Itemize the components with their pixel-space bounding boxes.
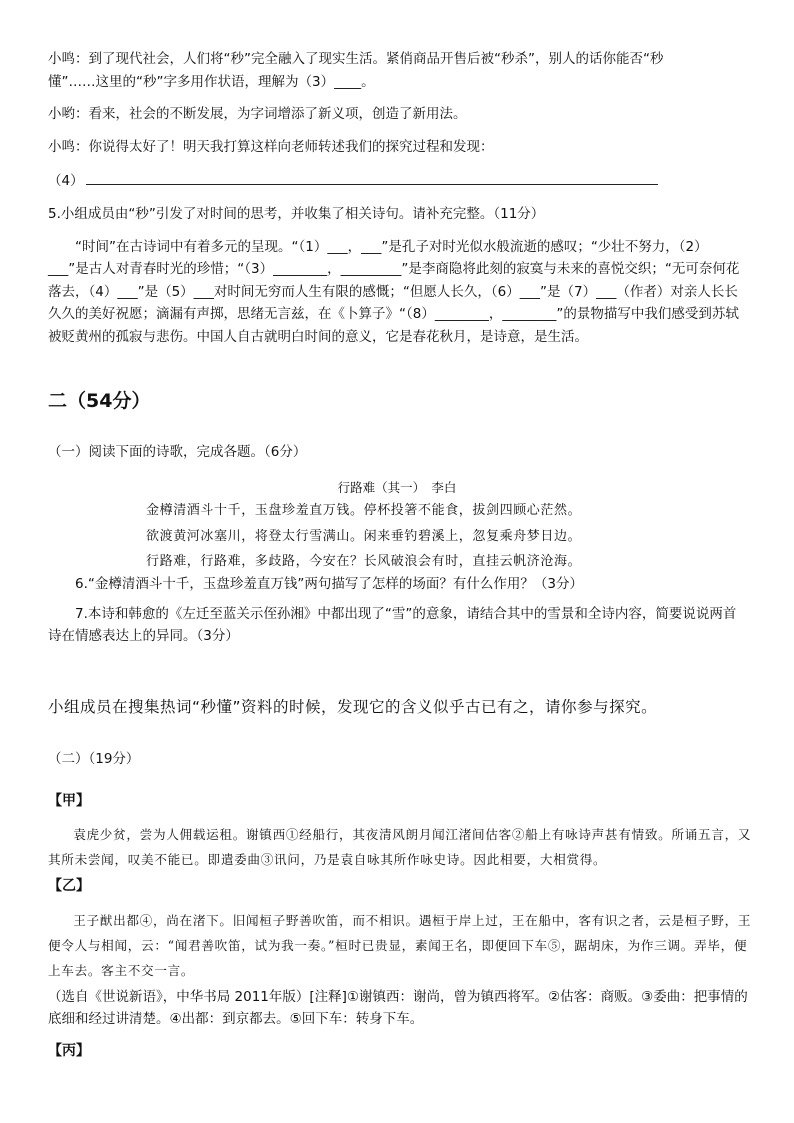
- source-and-notes: （选自《世说新语》，中华书局 2011年版）[注释]①谢镇西：谢尚，曾为镇西将军。②估客：商贩。③委曲：把事情的底细和经过讲清楚。④出都：到京都去。⑤回下车：转身下车。: [48, 989, 748, 1028]
- question-5-title: 5.小组成员由“秒”引发了对时间的思考，并收集了相关诗句。请补充完整。（11分）: [48, 206, 545, 222]
- text-yi-body: 王子猷出都④，尚在渚下。旧闻桓子野善吹笛，而不相识。遇桓于岸上过，王在船中，客有识之者，云是桓子野，王便令人与相闻，云：“闻君善吹笛，试为我一奏。”桓时已贵显，素闻王名，即便回下车⑤，踞胡床，为作三调。弄毕，便上车去。客主不交一言。: [48, 913, 752, 978]
- blank-label-4: （4）: [48, 173, 84, 189]
- text-yi-label: 【乙】: [48, 878, 90, 894]
- poem-line-1: 金樽清酒斗十千，玉盘珍羞直万钱。停杯投箸不能食，拔剑四顾心茫然。: [146, 503, 582, 518]
- poem-title: 行路难（其一） 李白: [337, 480, 457, 495]
- dialogue-line-3: 小鸣：你说得太好了！明天我打算这样向老师转述我们的探究过程和发现：: [48, 139, 494, 155]
- text-jia-body: 袁虎少贫，尝为人佣载运租。谢镇西①经船行，其夜清风朗月闻江渚间估客②船上有咏诗声甚有情致。所诵五言，又其所未尝闻，叹美不能已。即遣委曲③讯问，乃是袁自咏其所作咏史诗。因此相要，大相赏得。: [48, 827, 752, 867]
- answer-blank-line[interactable]: [86, 170, 658, 185]
- poem-line-2: 欲渡黄河冰塞川，将登太行雪满山。闲来垂钓碧溪上，忽复乘舟梦日边。: [146, 529, 582, 544]
- dialogue-line-4: [48, 170, 658, 192]
- poem-line-3: 行路难，行路难，多歧路，今安在？长风破浪会有时，直挂云帆济沧海。: [146, 554, 582, 569]
- dialogue-line-1a: 小鸣：到了现代社会，人们将“秒”完全融入了现实生活。紧俏商品开售后被“秒杀”，别人的话你能否“秒: [48, 51, 664, 67]
- text-bing-label: 【丙】: [48, 1043, 90, 1059]
- part-2-title: （二）（19分）: [48, 751, 140, 767]
- question-6: 6.“金樽清酒斗十千，玉盘珍羞直万钱”两句描写了怎样的场面？有什么作用？（3分）: [75, 576, 583, 592]
- dialogue-line-1b: 懂”……这里的“秒”字多用作状语，理解为（3）____。: [48, 74, 375, 90]
- question-7: 7.本诗和韩愈的《左迁至蓝关示侄孙湘》中都出现了“雪”的意象，请结合其中的雪景和全诗内容，简要说说两首诗在情感表达上的异同。（3分）: [48, 606, 737, 645]
- section-2-heading: 二（54分）: [48, 390, 151, 412]
- text-jia-label: 【甲】: [48, 793, 90, 809]
- exploration-intro: 小组成员在搜集热词“秒懂”资料的时候，发现它的含义似乎古已有之，请你参与探究。: [48, 698, 658, 716]
- part-1-title: （一）阅读下面的诗歌，完成各题。（6分）: [48, 444, 307, 460]
- question-5-body: “时间”在古诗词中有着多元的呈现。“（1）___，___”是孔子对时光似水般流逝的感叹；“少壮不努力，（2）___”是古人对青春时光的珍惜；“（3）________，_________”是李商隐将此刻的寂寞与未来的喜悦交织；“无可奈何花落去，（4）___”是（5）___对时间无穷而人生有限的感慨；“但愿人长久，（6）___”是（7）___（作者）对亲人长长久久的美好祝愿；滴漏有声掷，思绪无言兹，在《卜算子》“（8）________，________”的景物描写中我们感受到苏轼被贬黄州的孤寂与悲伤。中国人自古就明白时间的意义，它是春花秋月，是诗意，是生活。: [48, 239, 740, 345]
- dialogue-line-2: 小哟：看来，社会的不断发展，为字词增添了新义项，创造了新用法。: [48, 106, 467, 122]
